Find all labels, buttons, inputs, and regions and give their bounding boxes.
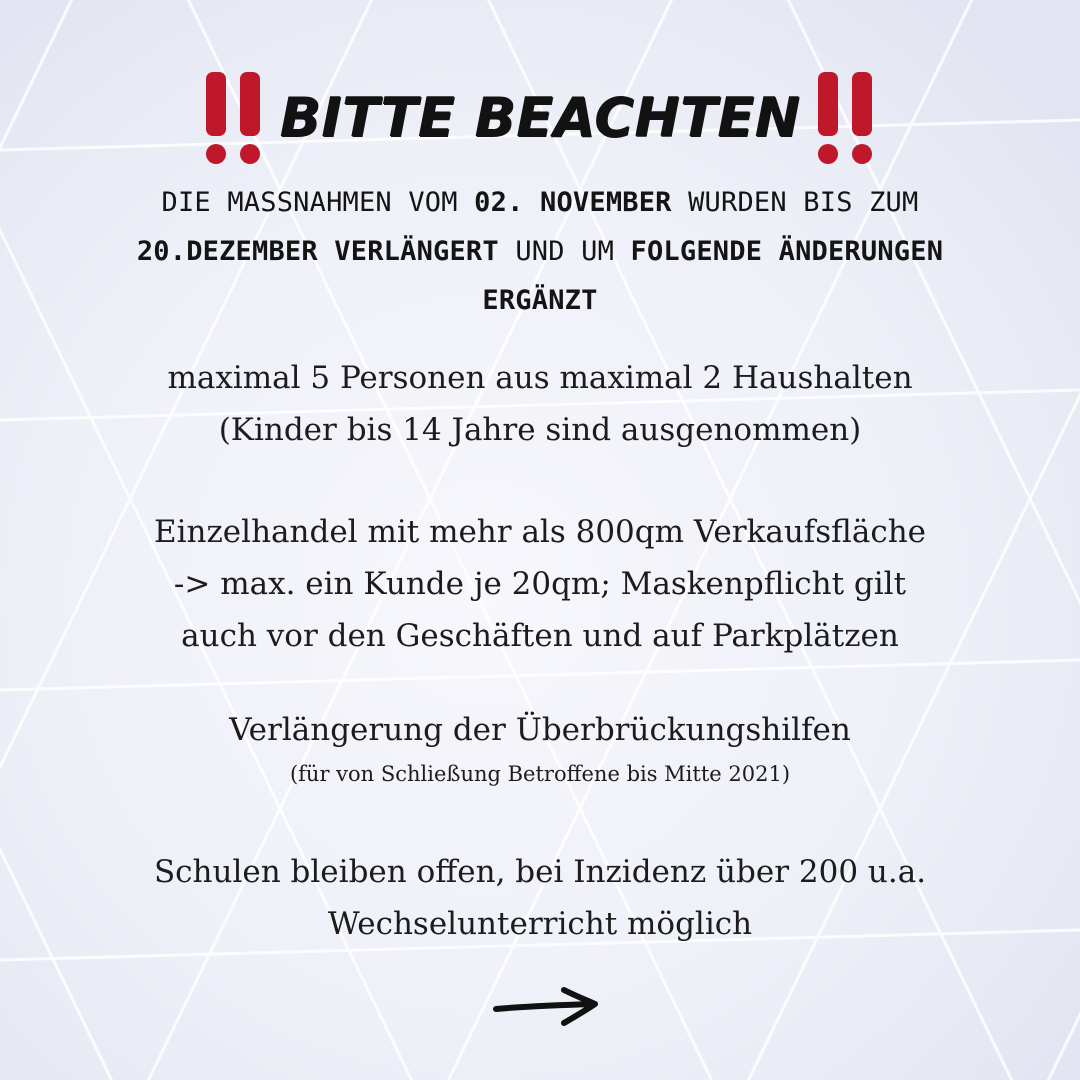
- rule-subline: (für von Schließung Betroffene bis Mitte 2021): [289, 762, 791, 786]
- arrow-right-icon: [490, 985, 602, 1027]
- notice-extension: 20.DEZEMBER VERLÄNGERT: [136, 236, 499, 267]
- rule-line: Schulen bleiben offen, bei Inzidenz über 200 u.a.: [153, 854, 927, 890]
- notice-date-start: 02. NOVEMBER: [474, 187, 672, 218]
- rule-bridging-aid: [40, 704, 1040, 792]
- notice-text: [90, 178, 990, 325]
- rule-contact-limit: [40, 352, 1040, 456]
- double-exclamation-icon: [198, 68, 270, 168]
- rule-line: (Kinder bis 14 Jahre sind ausgenommen): [218, 412, 862, 448]
- rule-line: maximal 5 Personen aus maximal 2 Haushalten: [167, 360, 913, 396]
- headline-text: BITTE BEACHTEN: [279, 86, 801, 149]
- rule-line: Verlängerung der Überbrückungshilfen: [229, 712, 851, 748]
- double-exclamation-icon: [810, 68, 882, 168]
- notice-changes: FOLGENDE ÄNDERUNGEN ERGÄNZT: [482, 236, 944, 316]
- headline: [0, 68, 1080, 168]
- rule-line: auch vor den Geschäften und auf Parkplätzen: [181, 618, 899, 654]
- notice-part: WURDEN BIS ZUM: [671, 187, 919, 218]
- rule-line: Wechselunterricht möglich: [327, 906, 753, 942]
- rule-retail: [40, 506, 1040, 662]
- notice-part: DIE MASSNAHMEN VOM: [161, 187, 475, 218]
- rule-schools: [40, 846, 1040, 950]
- notice-part: UND UM: [498, 236, 631, 267]
- rule-line: Einzelhandel mit mehr als 800qm Verkaufsfläche: [153, 514, 927, 550]
- rule-line: -> max. ein Kunde je 20qm; Maskenpflicht gilt: [173, 566, 907, 602]
